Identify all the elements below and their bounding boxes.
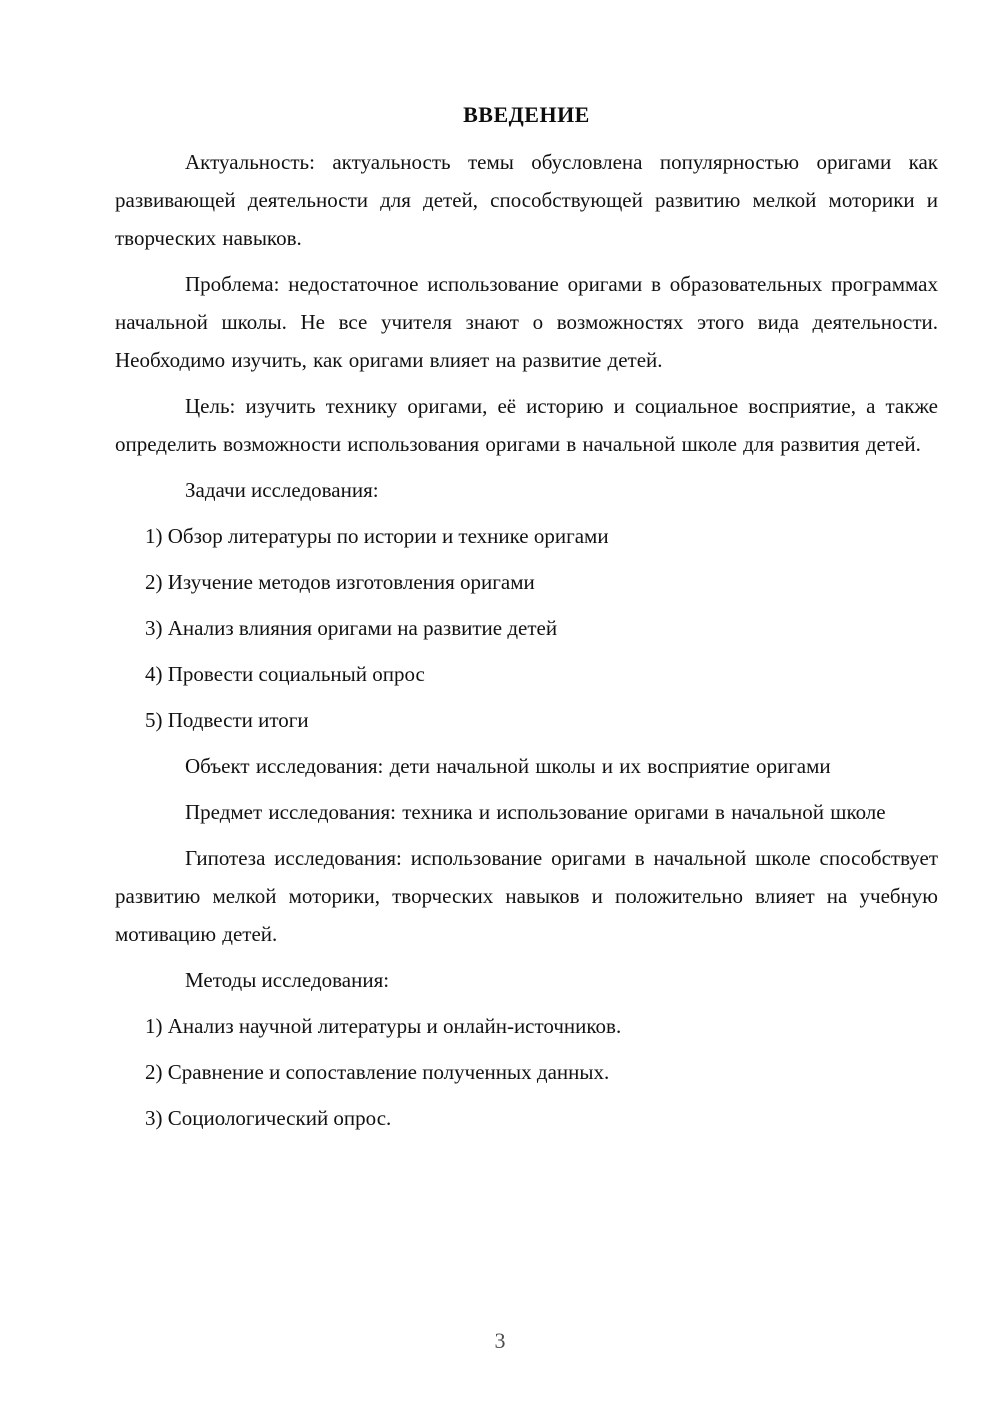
paragraph-gipoteza: Гипотеза исследования: использование оригами в начальной школе способствует развитию мелкой моторики, творческих навыков и положительно влияет на учебную мотивацию детей.: [115, 846, 938, 946]
paragraph-tsel: Цель: изучить технику оригами, её историю и социальное восприятие, а также определить возможности использования оригами в начальной школе для развития детей.: [115, 394, 938, 456]
task-item-2: 2) Изучение методов изготовления оригами: [145, 570, 535, 594]
task-item-1: 1) Обзор литературы по истории и технике оригами: [145, 524, 609, 548]
task-item-5: 5) Подвести итоги: [145, 708, 309, 732]
task-item-3: 3) Анализ влияния оригами на развитие детей: [145, 616, 558, 640]
task-item-4: 4) Провести социальный опрос: [145, 662, 425, 686]
tasks-label: Задачи исследования:: [185, 478, 379, 502]
method-item-3: 3) Социологический опрос.: [145, 1106, 392, 1130]
paragraph-aktualnost: Актуальность: актуальность темы обусловлена популярностью оригами как развивающей деятельности для детей, способствующей развитию мелкой моторики и творческих навыков.: [115, 150, 938, 250]
paragraph-problema: Проблема: недостаточное использование оригами в образовательных программах начальной школы. Не все учителя знают о возможностях этого вида деятельности. Необходимо изучить, как оригами влияет на развитие детей.: [115, 272, 938, 372]
method-item-2: 2) Сравнение и сопоставление полученных данных.: [145, 1060, 610, 1084]
method-item-1: 1) Анализ научной литературы и онлайн-источников.: [145, 1014, 622, 1038]
methods-label: Методы исследования:: [185, 968, 390, 992]
page-number: 3: [494, 1328, 506, 1353]
paragraph-obekt: Объект исследования: дети начальной школы и их восприятие оригами: [185, 754, 831, 778]
paragraph-predmet: Предмет исследования: техника и использование оригами в начальной школе: [185, 800, 886, 824]
page-title: ВВЕДЕНИЕ: [463, 102, 590, 127]
